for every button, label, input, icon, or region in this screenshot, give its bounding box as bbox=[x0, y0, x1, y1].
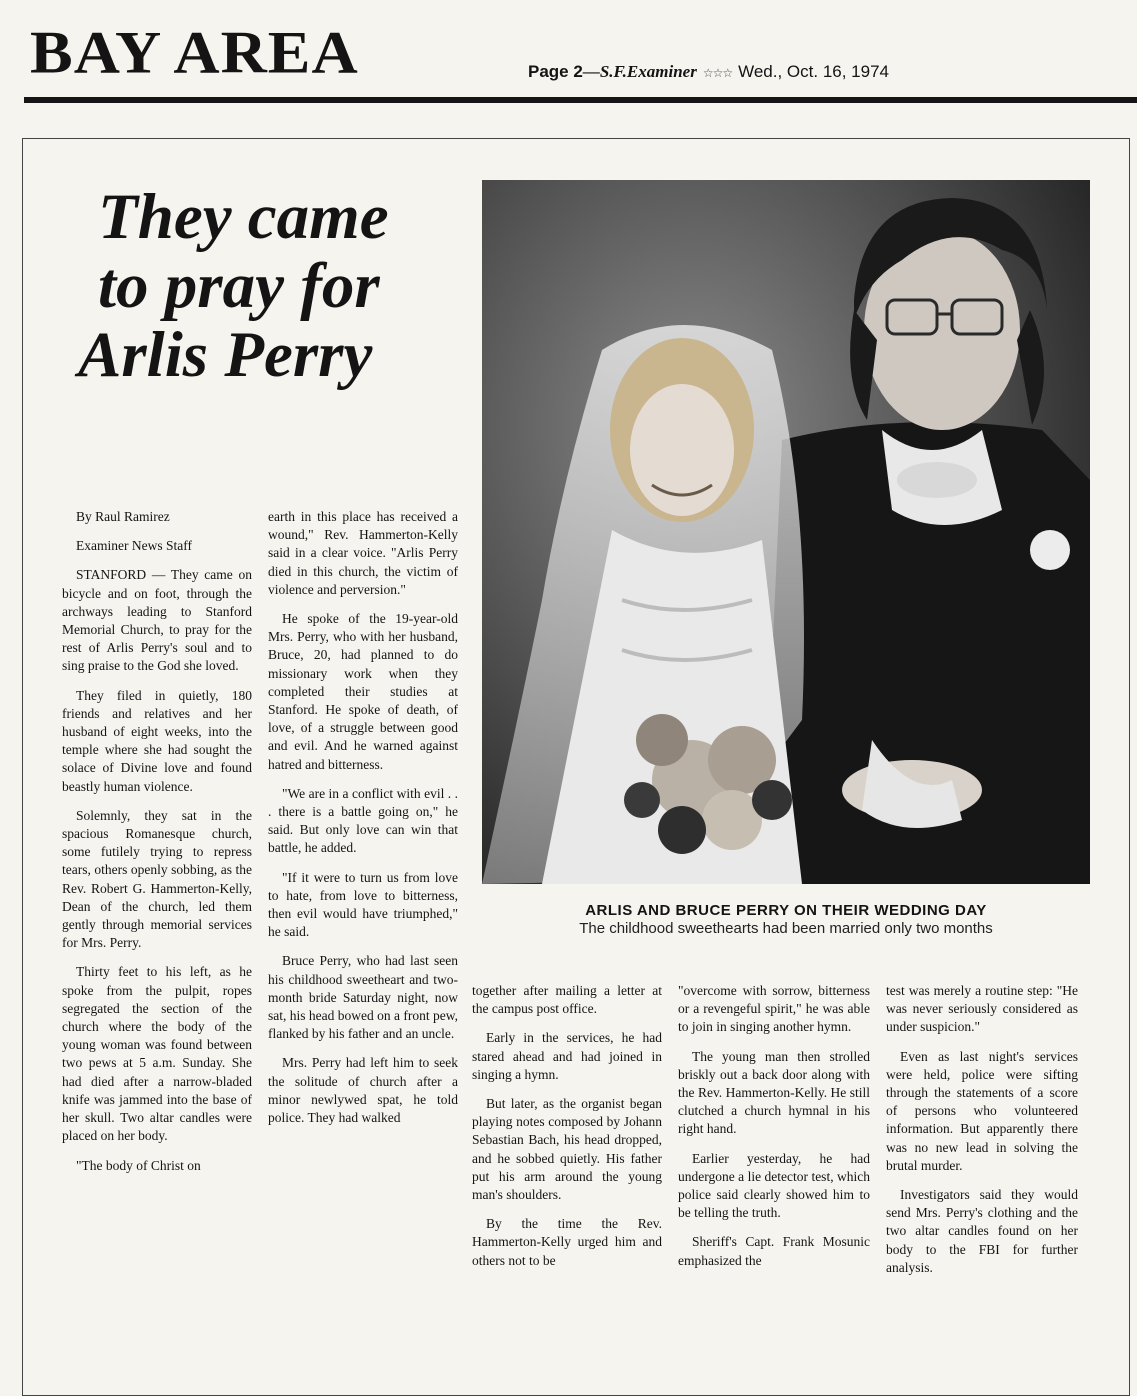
issue-date: Wed., Oct. 16, 1974 bbox=[738, 62, 889, 81]
masthead-rule bbox=[24, 97, 1137, 103]
section-title: BAY AREA bbox=[30, 18, 359, 86]
article-column-3 bbox=[472, 982, 662, 1281]
paragraph: Even as last night's services were held, police were sifting through the statements of a score of persons who volunteered information. But apparently there was no new lead in solving the brutal murder. bbox=[886, 1048, 1078, 1173]
newspaper-name: —S.F.Examiner bbox=[582, 62, 697, 81]
photo-caption-title: ARLIS AND BRUCE PERRY ON THEIR WEDDING DAY bbox=[585, 902, 987, 919]
paragraph: earth in this place has received a wound," Rev. Hammerton-Kelly said in a clear voice. "Arlis Perry died in this church, the victim of violence and perversion." bbox=[268, 509, 458, 597]
headline-line-1: They came bbox=[98, 181, 389, 253]
paragraph: The young man then strolled briskly out a back door along with the Rev. Hammerton-Kelly. He still clutched a church hymnal in his right hand. bbox=[678, 1048, 870, 1137]
photo-caption-text: The childhood sweethearts had been married only two months bbox=[579, 920, 993, 937]
headline-line-3: Arlis Perry bbox=[78, 318, 373, 391]
article-column-5 bbox=[886, 982, 1078, 1288]
article-column-2 bbox=[268, 508, 458, 1138]
paragraph: "overcome with sorrow, bitterness or a revengeful spirit," he was able to join in singing another hymn. bbox=[678, 983, 870, 1035]
edition-stars: ☆☆☆ bbox=[702, 66, 733, 80]
paragraph: Mrs. Perry had left him to seek the solitude of church after a minor newlywed spat, he told police. They had walked bbox=[268, 1055, 458, 1126]
paragraph: Sheriff's Capt. Frank Mosunic emphasized the bbox=[678, 1234, 870, 1268]
paragraph: STANFORD — They came on bicycle and on foot, through the archways leading to Stanford Memorial Church, to pray for the rest of Arlis Perry's soul and to sing praise to the God she loved. bbox=[62, 567, 252, 674]
paragraph: together after mailing a letter at the campus post office. bbox=[472, 983, 662, 1017]
headline bbox=[58, 183, 478, 390]
paragraph: They filed in quietly, 180 friends and relatives and her husband of eight weeks, into the temple where she had sought the solace of Divine love and found beastly human violence. bbox=[62, 687, 252, 794]
paragraph: Bruce Perry, who had last seen his childhood sweetheart and two-month bride Saturday night, now sat, his head bowed on a front pew, flanked by his father and an uncle. bbox=[268, 953, 458, 1042]
byline-staff: Examiner News Staff bbox=[76, 538, 192, 554]
paragraph: Investigators said they would send Mrs. Perry's clothing and the two altar candles found on her body to the FBI for further analysis. bbox=[886, 1187, 1078, 1275]
paragraph: test was merely a routine step: "He was never seriously considered as under suspicion." bbox=[886, 983, 1078, 1035]
paragraph: "We are in a conflict with evil . . . there is a battle going on," he said. But only love can win that battle, he added. bbox=[268, 785, 458, 856]
headline-line-2: to pray for bbox=[98, 249, 380, 322]
wedding-photo-illustration bbox=[482, 180, 1090, 884]
page-number: Page 2 bbox=[528, 62, 583, 81]
paragraph: Solemnly, they sat in the spacious Romanesque church, some futilely trying to repress tears, others openly sobbing, as the Rev. Robert G. Hammerton-Kelly, Dean of the church, led them gently through memorial services for Mrs. Perry. bbox=[62, 807, 252, 951]
paragraph: But later, as the organist began playing notes composed by Johann Sebastian Bach, his head dropped, and he sobbed quietly. His father put his arm around the young man's shoulders. bbox=[472, 1096, 662, 1203]
page-folio bbox=[528, 62, 889, 82]
paragraph: Early in the services, he had stared ahead and had joined in singing a hymn. bbox=[472, 1030, 662, 1082]
paragraph: By the time the Rev. Hammerton-Kelly urged him and others not to be bbox=[472, 1216, 662, 1268]
paragraph: Earlier yesterday, he had undergone a lie detector test, which police said clearly showed him to be telling the truth. bbox=[678, 1150, 870, 1221]
wedding-photo bbox=[482, 180, 1090, 884]
paragraph: Thirty feet to his left, as he spoke from the pulpit, ropes segregated the section of the church where the body of the young woman was found between two pews at 5 a.m. Sunday. She had died after a narrow-bladed knife was jammed into the base of her skull. Two altar candles were placed on her body. bbox=[62, 964, 252, 1144]
paragraph: He spoke of the 19-year-old Mrs. Perry, who with her husband, Bruce, 20, had planned to do missionary work when they completed their studies at Stanford. He spoke of death, of love, of a struggle between good and evil. And he warned against hatred and bitterness. bbox=[268, 611, 458, 772]
article-column-1 bbox=[62, 508, 252, 1186]
byline-author: By Raul Ramirez bbox=[76, 509, 170, 524]
paragraph: "If it were to turn us from love to hate, from love to bitterness, then evil would have triumphed," he said. bbox=[268, 869, 458, 940]
article-column-4 bbox=[678, 982, 870, 1281]
paragraph: "The body of Christ on bbox=[76, 1157, 201, 1173]
